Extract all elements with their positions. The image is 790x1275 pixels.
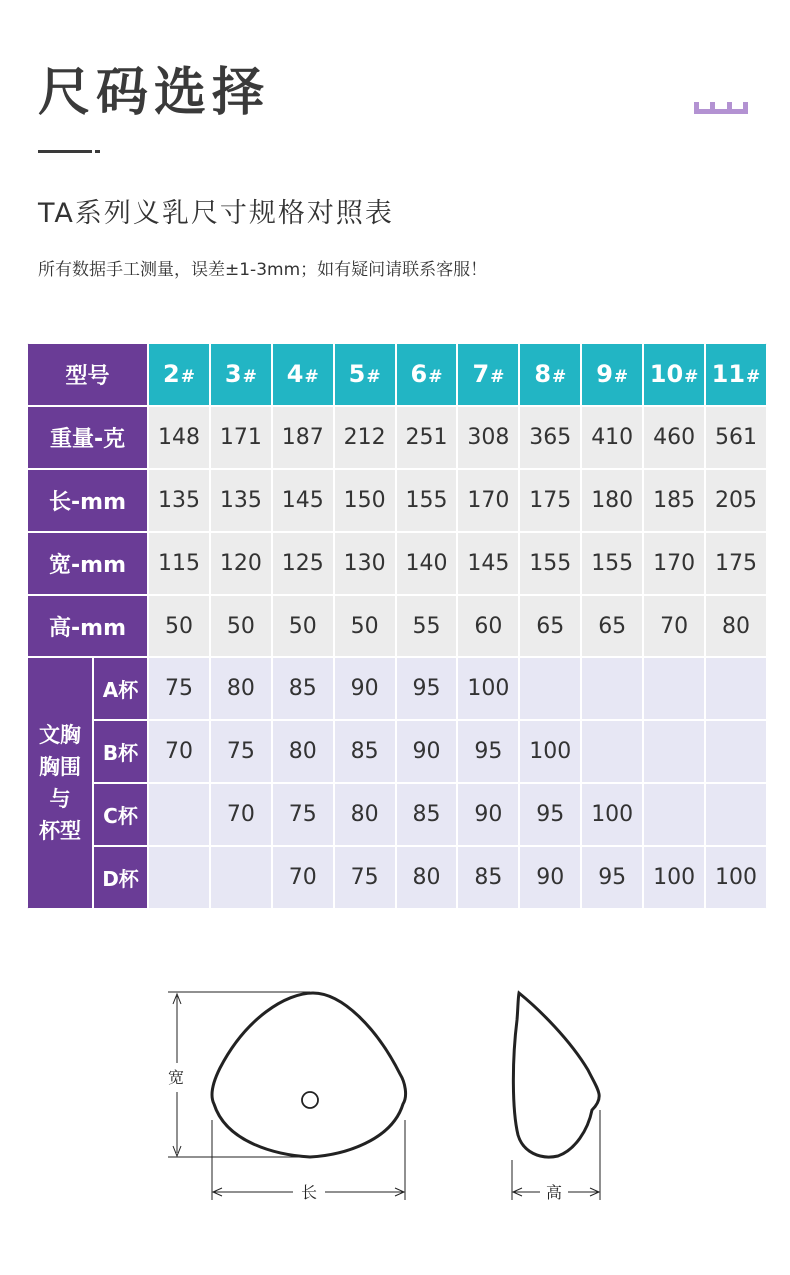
center-hole-icon (302, 1092, 318, 1108)
table-row (27, 657, 767, 720)
size-suffix: # (304, 367, 319, 388)
table-cell: 100 (581, 783, 643, 846)
table-cell (705, 720, 767, 783)
title-underline-dot (95, 150, 100, 153)
size-number: 5 (348, 360, 366, 389)
header-size-cell (705, 343, 767, 406)
header-size-cell (210, 343, 272, 406)
cup-label: C杯 (93, 783, 148, 846)
table-cell: 150 (334, 469, 396, 532)
table-row (27, 595, 767, 658)
table-cell: 95 (581, 846, 643, 909)
header-size-cell (334, 343, 396, 406)
table-cell: 95 (457, 720, 519, 783)
header-size-cell (148, 343, 210, 406)
table-cell: 75 (148, 657, 210, 720)
header-size-cell (643, 343, 705, 406)
table-cell: 90 (519, 846, 581, 909)
table-cell: 460 (643, 406, 705, 469)
table-cell: 90 (334, 657, 396, 720)
prosthesis-side-outline (513, 993, 599, 1157)
table-cell: 80 (705, 595, 767, 658)
cup-label: B杯 (93, 720, 148, 783)
table-cell: 155 (519, 532, 581, 595)
table-cell: 60 (457, 595, 519, 658)
table-cell: 65 (581, 595, 643, 658)
table-cell: 65 (519, 595, 581, 658)
table-cell: 175 (519, 469, 581, 532)
table-cell: 80 (334, 783, 396, 846)
table-subtitle: TA系列义乳尺寸规格对照表 (38, 198, 394, 229)
size-suffix: # (552, 367, 567, 388)
table-cell: 100 (705, 846, 767, 909)
table-cell: 75 (210, 720, 272, 783)
table-cell: 125 (272, 532, 334, 595)
table-cell (581, 720, 643, 783)
table-cell: 145 (457, 532, 519, 595)
prosthesis-front-outline (212, 993, 406, 1157)
table-cell: 251 (396, 406, 458, 469)
cup-group-label-line: 文胸 (39, 723, 81, 748)
table-cell: 90 (396, 720, 458, 783)
table-cell: 212 (334, 406, 396, 469)
table-cell: 170 (643, 532, 705, 595)
row-label: 高-mm (27, 595, 148, 658)
header-model-label: 型号 (27, 343, 148, 406)
table-cell: 155 (581, 532, 643, 595)
table-row (27, 846, 767, 909)
table-cell (210, 846, 272, 909)
header-size-cell (272, 343, 334, 406)
cup-group-label (27, 657, 93, 909)
size-suffix: # (366, 367, 381, 388)
table-cell: 95 (396, 657, 458, 720)
size-number: 2 (162, 360, 180, 389)
table-cell: 75 (272, 783, 334, 846)
table-cell: 410 (581, 406, 643, 469)
table-cell: 135 (210, 469, 272, 532)
table-cell: 180 (581, 469, 643, 532)
table-cell: 85 (334, 720, 396, 783)
table-cell: 80 (210, 657, 272, 720)
table-cell: 365 (519, 406, 581, 469)
table-cell: 170 (457, 469, 519, 532)
table-cell (705, 783, 767, 846)
table-cell (519, 657, 581, 720)
decorative-bracket-icon (694, 100, 748, 116)
table-cell: 145 (272, 469, 334, 532)
table-cell: 155 (396, 469, 458, 532)
size-number: 11 (711, 360, 746, 389)
table-cell: 185 (643, 469, 705, 532)
table-cell: 148 (148, 406, 210, 469)
measurement-diagram (0, 960, 790, 1220)
table-row (27, 532, 767, 595)
size-suffix: # (613, 367, 629, 388)
length-label: 长 (300, 1183, 318, 1202)
table-cell: 140 (396, 532, 458, 595)
header-size-cell (396, 343, 458, 406)
size-number: 8 (534, 360, 552, 389)
table-row (27, 783, 767, 846)
table-cell (643, 657, 705, 720)
page-title: 尺码选择 (38, 63, 271, 123)
table-header-row (27, 343, 767, 406)
table-cell: 130 (334, 532, 396, 595)
table-cell: 70 (643, 595, 705, 658)
table-cell: 100 (519, 720, 581, 783)
size-number: 3 (224, 360, 242, 389)
table-cell (148, 783, 210, 846)
table-cell: 171 (210, 406, 272, 469)
table-cell: 50 (272, 595, 334, 658)
table-cell (148, 846, 210, 909)
size-number: 6 (410, 360, 428, 389)
header-size-cell (519, 343, 581, 406)
size-suffix: # (428, 367, 443, 388)
header-size-cell (457, 343, 519, 406)
table-cell: 175 (705, 532, 767, 595)
table-cell: 135 (148, 469, 210, 532)
table-row (27, 406, 767, 469)
table-cell: 80 (396, 846, 458, 909)
table-row (27, 720, 767, 783)
size-number: 9 (596, 360, 613, 389)
row-label: 长-mm (27, 469, 148, 532)
table-cell: 100 (457, 657, 519, 720)
table-cell: 75 (334, 846, 396, 909)
measurement-note: 所有数据手工测量，误差±1-3mm；如有疑问请联系客服！ (38, 260, 488, 280)
table-cell: 70 (148, 720, 210, 783)
size-suffix: # (490, 367, 505, 388)
cup-group-label-line: 杯型 (39, 819, 81, 844)
table-cell: 115 (148, 532, 210, 595)
table-cell: 50 (210, 595, 272, 658)
title-underline (38, 150, 92, 153)
table-cell: 85 (457, 846, 519, 909)
table-cell (705, 657, 767, 720)
size-number: 4 (286, 360, 304, 389)
table-cell: 55 (396, 595, 458, 658)
table-cell: 70 (210, 783, 272, 846)
cup-label: D杯 (93, 846, 148, 909)
row-label: 宽-mm (27, 532, 148, 595)
cup-group-label-line: 胸围 (39, 755, 81, 780)
table-cell: 100 (643, 846, 705, 909)
size-number: 10 (649, 360, 684, 389)
size-number: 7 (472, 360, 490, 389)
size-suffix: # (746, 367, 761, 388)
table-cell: 95 (519, 783, 581, 846)
table-cell: 85 (272, 657, 334, 720)
table-cell: 50 (148, 595, 210, 658)
table-cell (581, 657, 643, 720)
table-cell: 308 (457, 406, 519, 469)
table-cell: 90 (457, 783, 519, 846)
table-cell: 85 (396, 783, 458, 846)
size-table (26, 342, 768, 910)
table-cell: 120 (210, 532, 272, 595)
size-suffix: # (180, 367, 195, 388)
size-suffix: # (242, 367, 257, 388)
cup-label: A杯 (93, 657, 148, 720)
size-suffix: # (684, 367, 699, 388)
table-cell (643, 720, 705, 783)
header-size-cell (581, 343, 643, 406)
cup-group-label-line: 与 (49, 787, 71, 812)
table-cell (643, 783, 705, 846)
table-cell: 70 (272, 846, 334, 909)
row-label: 重量-克 (27, 406, 148, 469)
table-cell: 205 (705, 469, 767, 532)
table-row (27, 469, 767, 532)
table-cell: 50 (334, 595, 396, 658)
height-label: 高 (545, 1183, 563, 1202)
table-cell: 561 (705, 406, 767, 469)
table-cell: 80 (272, 720, 334, 783)
table-cell: 187 (272, 406, 334, 469)
width-label: 宽 (167, 1068, 185, 1087)
